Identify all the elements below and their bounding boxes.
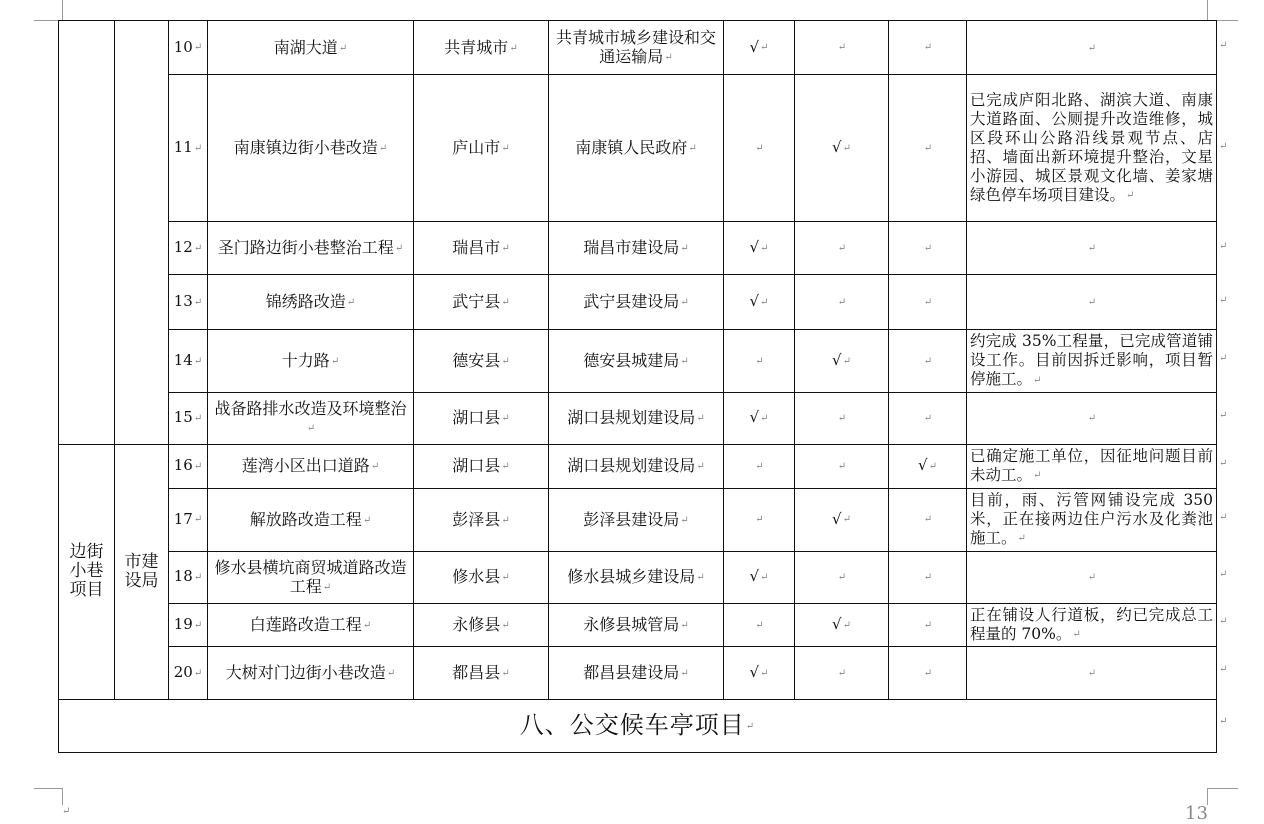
paragraph-mark: ↵	[923, 514, 933, 526]
paragraph-mark: ↵	[680, 355, 689, 367]
status-in-progress	[795, 488, 889, 551]
status-not-started	[889, 330, 967, 393]
table-row	[59, 330, 1217, 393]
crop-mark	[1207, 0, 1238, 21]
responsible-unit	[549, 75, 724, 222]
project-name-text: 解放路改造工程	[249, 509, 362, 529]
paragraph-mark: ↵	[501, 572, 510, 583]
table-row	[59, 551, 1217, 603]
project-name	[208, 275, 414, 330]
project-area	[414, 75, 549, 222]
project-area	[414, 647, 549, 700]
status-not-started-text: √	[918, 456, 928, 475]
paragraph-mark: ↵	[1033, 374, 1042, 386]
paragraph-mark: ↵	[696, 413, 705, 424]
responsible-unit-text: 彭泽县建设局	[583, 509, 680, 529]
paragraph-mark: ↵	[760, 571, 769, 583]
paragraph-mark: ↵	[760, 667, 769, 679]
paragraph-mark: ↵	[193, 460, 203, 472]
paragraph-mark: ↵	[501, 143, 510, 154]
paragraph-mark: ↵	[1087, 243, 1097, 254]
project-area	[414, 551, 549, 603]
status-in-progress	[795, 444, 889, 488]
paragraph-mark: ↵	[923, 667, 933, 679]
paragraph-mark: ↵	[923, 296, 933, 308]
table-row	[59, 444, 1217, 488]
row-end-mark: ↵	[1219, 569, 1228, 580]
row-number	[169, 444, 208, 488]
section-title	[59, 700, 1217, 753]
status-not-started	[889, 275, 967, 330]
paragraph-mark: ↵	[923, 571, 933, 583]
project-name-text: 白莲路改造工程	[249, 614, 362, 634]
status-completed	[724, 444, 795, 488]
row-end-mark: ↵	[1219, 294, 1228, 306]
project-area	[414, 444, 549, 488]
paragraph-mark: ↵	[755, 355, 764, 367]
status-completed	[724, 392, 795, 444]
project-name	[208, 488, 414, 551]
status-completed-text: √	[749, 663, 760, 682]
status-in-progress	[795, 275, 889, 330]
progress-note-text: 正在铺设人行道板，约已完成总工程量的 70%。	[970, 605, 1213, 643]
paragraph-mark: ↵	[501, 413, 510, 424]
paragraph-mark: ↵	[680, 297, 689, 308]
paragraph-mark: ↵	[837, 571, 847, 583]
project-area-text: 湖口县	[452, 408, 501, 427]
responsible-unit-text: 德安县城建局	[583, 350, 680, 370]
status-completed-text: √	[749, 238, 760, 257]
category-cell-empty	[59, 21, 115, 445]
row-number	[169, 603, 208, 647]
responsible-unit	[549, 444, 724, 488]
responsible-unit-text: 都昌县建设局	[583, 663, 680, 682]
paragraph-mark: ↵	[688, 143, 697, 154]
crop-mark	[34, 788, 63, 805]
category-label: 小巷	[69, 561, 104, 582]
project-name-text: 南湖大道	[273, 37, 338, 57]
row-number-text: 20	[173, 663, 193, 682]
paragraph-mark: ↵	[1087, 42, 1097, 54]
paragraph-mark: ↵	[680, 514, 689, 526]
responsible-unit-text: 南康镇人民政府	[575, 138, 688, 157]
project-name	[208, 551, 414, 603]
status-in-progress	[795, 330, 889, 393]
row-end-mark: ↵	[1219, 240, 1228, 252]
paragraph-mark: ↵	[193, 296, 203, 308]
responsible-unit-text: 武宁县建设局	[583, 292, 680, 311]
status-in-progress-text: √	[832, 615, 842, 633]
progress-note-text: 已确定施工单位，因征地问题目前未动工。	[970, 446, 1213, 484]
row-end-mark: ↵	[1219, 616, 1228, 627]
paragraph-mark: ↵	[1087, 297, 1097, 308]
status-not-started	[889, 551, 967, 603]
paragraph-mark: ↵	[923, 412, 933, 424]
paragraph-mark: ↵	[755, 619, 764, 631]
responsible-unit-text: 共青城市城乡建设和交通运输局	[555, 28, 716, 66]
status-not-started	[889, 444, 967, 488]
paragraph-mark: ↵	[837, 412, 847, 424]
progress-note-text: 已完成庐阳北路、湖滨大道、南康大道路面、公厕提升改造维修，城区段环山公路沿线景观节点、店招、墙面出新环境提升整治，文星小游园、城区景观文化墙、姜家塘绿色停车场项目建设。	[970, 90, 1213, 204]
project-area	[414, 330, 549, 393]
paragraph-mark: ↵	[755, 460, 764, 472]
progress-note	[967, 222, 1217, 275]
paragraph-mark: ↵	[193, 355, 203, 367]
project-name-text: 修水县横坑商贸城道路改造工程	[214, 557, 407, 596]
paragraph-mark: ↵	[760, 412, 769, 424]
row-number-text: 17	[173, 509, 193, 528]
category-label: 边街	[69, 542, 104, 563]
paragraph-mark: ↵	[842, 355, 851, 367]
row-number-text: 19	[173, 615, 193, 633]
paragraph-mark: ↵	[394, 243, 404, 254]
paragraph-mark: ↵	[501, 514, 510, 526]
paragraph-mark: ↵	[62, 806, 71, 817]
project-name-text: 十力路	[281, 350, 330, 370]
row-number-text: 13	[173, 292, 193, 311]
status-in-progress	[795, 222, 889, 275]
dept-label: 设局	[124, 570, 159, 591]
status-not-started	[889, 603, 967, 647]
progress-note	[967, 330, 1217, 393]
progress-note	[967, 392, 1217, 444]
paragraph-mark: ↵	[923, 142, 933, 154]
project-area-text: 瑞昌市	[452, 238, 501, 257]
paragraph-mark: ↵	[923, 42, 933, 54]
row-number	[169, 275, 208, 330]
responsible-unit	[549, 488, 724, 551]
page-number: 13	[1185, 803, 1208, 824]
paragraph-mark: ↵	[362, 619, 372, 631]
paragraph-mark: ↵	[193, 667, 203, 679]
status-completed	[724, 75, 795, 222]
project-name	[208, 330, 414, 393]
paragraph-mark: ↵	[745, 721, 756, 732]
project-name	[208, 222, 414, 275]
row-number-text: 10	[173, 37, 193, 56]
row-end-mark: ↵	[1219, 410, 1228, 421]
paragraph-mark: ↵	[501, 668, 510, 679]
paragraph-mark: ↵	[680, 619, 689, 631]
paragraph-mark: ↵	[923, 242, 933, 254]
crop-mark	[1207, 788, 1238, 805]
table-row	[59, 275, 1217, 330]
responsible-unit	[549, 551, 724, 603]
progress-note	[967, 75, 1217, 222]
paragraph-mark: ↵	[386, 668, 396, 679]
status-not-started	[889, 647, 967, 700]
paragraph-mark: ↵	[680, 243, 689, 254]
paragraph-mark: ↵	[346, 297, 356, 308]
row-end-mark: ↵	[1219, 353, 1228, 364]
paragraph-mark: ↵	[378, 143, 388, 154]
row-end-mark: ↵	[1219, 458, 1228, 469]
paragraph-mark: ↵	[322, 581, 332, 593]
status-completed	[724, 488, 795, 551]
status-not-started	[889, 222, 967, 275]
project-name	[208, 21, 414, 75]
status-in-progress-text: √	[832, 509, 842, 528]
paragraph-mark: ↵	[193, 142, 203, 154]
paragraph-mark: ↵	[696, 572, 705, 583]
status-completed	[724, 222, 795, 275]
responsible-unit-text: 永修县城管局	[583, 614, 680, 634]
project-name	[208, 444, 414, 488]
status-not-started	[889, 488, 967, 551]
project-name	[208, 75, 414, 222]
row-end-mark: ↵	[1219, 716, 1228, 727]
paragraph-mark: ↵	[837, 667, 847, 679]
row-number-text: 15	[173, 408, 193, 427]
row-number	[169, 330, 208, 393]
row-number-text: 16	[173, 456, 193, 475]
row-number-text: 11	[173, 138, 193, 157]
status-completed-text: √	[749, 37, 760, 56]
project-name-text: 大树对门边街小巷改造	[225, 663, 386, 682]
table-row	[59, 603, 1217, 647]
row-end-mark: ↵	[1219, 40, 1228, 51]
paragraph-mark: ↵	[193, 242, 203, 254]
status-completed	[724, 551, 795, 603]
table-row	[59, 75, 1217, 222]
paragraph-mark: ↵	[1033, 470, 1042, 482]
paragraph-mark: ↵	[837, 296, 847, 308]
status-not-started	[889, 392, 967, 444]
paragraph-mark: ↵	[306, 422, 316, 434]
project-name-text: 圣门路边街小巷整治工程	[217, 238, 394, 257]
project-area	[414, 488, 549, 551]
table-row	[59, 392, 1217, 444]
paragraph-mark: ↵	[842, 142, 851, 154]
responsible-unit	[549, 392, 724, 444]
paragraph-mark: ↵	[923, 355, 933, 367]
table-row	[59, 21, 1217, 75]
project-area-text: 德安县	[452, 350, 501, 370]
progress-note-text: 目前，雨、污管网铺设完成 350 米，正在接两边住户污水及化粪池施工。	[970, 490, 1213, 547]
status-in-progress	[795, 392, 889, 444]
row-number	[169, 75, 208, 222]
project-area	[414, 21, 549, 75]
paragraph-mark: ↵	[928, 460, 937, 472]
progress-note	[967, 603, 1217, 647]
paragraph-mark: ↵	[923, 619, 933, 631]
paragraph-mark: ↵	[696, 461, 705, 472]
paragraph-mark: ↵	[193, 619, 203, 631]
paragraph-mark: ↵	[501, 243, 510, 254]
table-row	[59, 222, 1217, 275]
status-in-progress-text: √	[832, 138, 842, 157]
responsible-unit-text: 湖口县规划建设局	[567, 408, 696, 427]
project-area-text: 湖口县	[452, 456, 501, 475]
project-name	[208, 392, 414, 444]
status-in-progress	[795, 603, 889, 647]
paragraph-mark: ↵	[193, 42, 203, 54]
responsible-unit	[549, 21, 724, 75]
project-name-text: 莲湾小区出口道路	[241, 456, 370, 475]
status-completed	[724, 330, 795, 393]
paragraph-mark: ↵	[193, 412, 203, 424]
status-in-progress	[795, 647, 889, 700]
status-completed	[724, 647, 795, 700]
paragraph-mark: ↵	[1072, 629, 1081, 640]
paragraph-mark: ↵	[330, 355, 340, 367]
status-in-progress-text: √	[832, 351, 842, 369]
project-area-text: 彭泽县	[452, 509, 501, 529]
table-row	[59, 488, 1217, 551]
dept-cell	[115, 444, 169, 700]
status-completed-text: √	[749, 292, 760, 311]
paragraph-mark: ↵	[842, 514, 851, 526]
paragraph-mark: ↵	[1087, 413, 1097, 424]
category-cell	[59, 444, 115, 700]
table-row	[59, 647, 1217, 700]
paragraph-mark: ↵	[755, 142, 764, 154]
project-name-text: 锦绣路改造	[265, 292, 346, 311]
progress-note	[967, 444, 1217, 488]
row-end-mark: ↵	[1219, 140, 1228, 152]
row-number-text: 12	[173, 238, 193, 257]
progress-note	[967, 551, 1217, 603]
paragraph-mark: ↵	[837, 42, 847, 54]
paragraph-mark: ↵	[501, 461, 510, 472]
status-completed	[724, 603, 795, 647]
paragraph-mark: ↵	[755, 514, 764, 526]
progress-note	[967, 647, 1217, 700]
project-name	[208, 647, 414, 700]
paragraph-mark: ↵	[501, 355, 510, 367]
project-table	[58, 20, 1217, 753]
paragraph-mark: ↵	[1087, 572, 1097, 583]
project-name	[208, 603, 414, 647]
project-area	[414, 392, 549, 444]
row-number	[169, 551, 208, 603]
row-end-mark: ↵	[1219, 511, 1228, 523]
row-number	[169, 647, 208, 700]
paragraph-mark: ↵	[193, 514, 203, 526]
status-not-started	[889, 21, 967, 75]
paragraph-mark: ↵	[338, 42, 348, 54]
paragraph-mark: ↵	[1126, 190, 1135, 202]
paragraph-mark: ↵	[509, 42, 518, 54]
paragraph-mark: ↵	[680, 668, 689, 679]
paragraph-mark: ↵	[837, 242, 847, 254]
section-title-text: 八、公交候车亭项目	[519, 711, 745, 739]
responsible-unit	[549, 603, 724, 647]
project-area-text: 修水县	[452, 567, 501, 586]
dept-label: 市建	[124, 551, 159, 572]
project-area-text: 都昌县	[452, 663, 501, 682]
crop-mark	[34, 0, 63, 21]
responsible-unit-text: 湖口县规划建设局	[567, 456, 696, 475]
project-area	[414, 603, 549, 647]
category-label: 项目	[69, 580, 104, 601]
paragraph-mark: ↵	[370, 461, 380, 472]
paragraph-mark: ↵	[501, 297, 510, 308]
status-in-progress	[795, 551, 889, 603]
responsible-unit-text: 瑞昌市建设局	[583, 238, 680, 257]
paragraph-mark: ↵	[501, 619, 510, 631]
status-completed-text: √	[749, 408, 760, 427]
project-area-text: 武宁县	[452, 292, 501, 311]
responsible-unit	[549, 330, 724, 393]
progress-note	[967, 21, 1217, 75]
row-number	[169, 392, 208, 444]
status-in-progress	[795, 75, 889, 222]
status-in-progress	[795, 21, 889, 75]
paragraph-mark: ↵	[1087, 668, 1097, 679]
paragraph-mark: ↵	[760, 242, 769, 254]
status-completed	[724, 275, 795, 330]
paragraph-mark: ↵	[760, 296, 769, 308]
status-completed-text: √	[749, 567, 760, 586]
project-area	[414, 222, 549, 275]
responsible-unit-text: 修水县城乡建设局	[567, 567, 696, 586]
paragraph-mark: ↵	[760, 42, 769, 54]
status-completed	[724, 21, 795, 75]
row-end-mark: ↵	[1219, 663, 1228, 675]
paragraph-mark: ↵	[362, 514, 372, 526]
responsible-unit	[549, 647, 724, 700]
project-area-text: 庐山市	[452, 138, 501, 157]
progress-note	[967, 488, 1217, 551]
paragraph-mark: ↵	[664, 52, 673, 63]
paragraph-mark: ↵	[1017, 533, 1026, 545]
progress-note-text: 约完成 35%工程量，已完成管道铺设工作。目前因拆迁影响，项目暂停施工。	[970, 332, 1213, 388]
paragraph-mark: ↵	[842, 619, 851, 631]
project-area-text: 共青城市	[444, 37, 509, 57]
project-name-text: 战备路排水改造及环境整治	[214, 398, 407, 418]
row-number-text: 14	[173, 351, 193, 369]
row-number	[169, 21, 208, 75]
dept-cell-empty	[115, 21, 169, 445]
row-number	[169, 222, 208, 275]
project-area-text: 永修县	[452, 614, 501, 634]
row-number	[169, 488, 208, 551]
project-name-text: 南康镇边街小巷改造	[233, 138, 378, 157]
progress-note	[967, 275, 1217, 330]
responsible-unit	[549, 222, 724, 275]
status-not-started	[889, 75, 967, 222]
section-row	[59, 700, 1217, 753]
project-area	[414, 275, 549, 330]
row-number-text: 18	[173, 567, 193, 586]
responsible-unit	[549, 275, 724, 330]
paragraph-mark: ↵	[193, 571, 203, 583]
paragraph-mark: ↵	[837, 460, 847, 472]
